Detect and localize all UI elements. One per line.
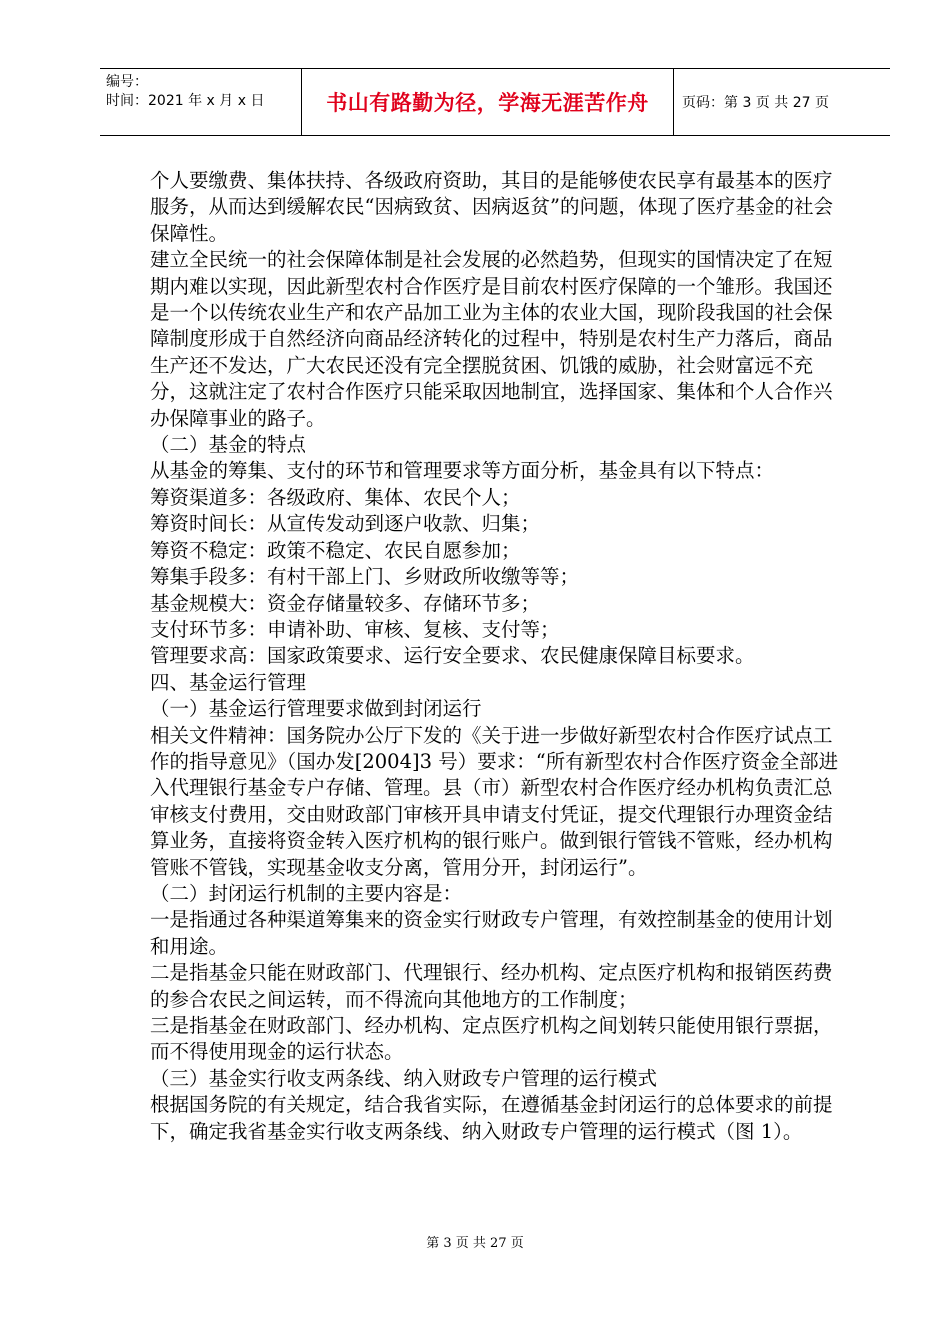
paragraph: 相关文件精神：国务院办公厅下发的《关于进一步做好新型农村合作医疗试点工作的指导意见》（国办发[2004]3 号）要求：“所有新型农村合作医疗资金全部进入代理银行基金专户存储、管理。县（市）新型农村合作医疗经办机构负责汇总审核支付费用，交由财政部门审核开具申请支付凭证，提交代理银行办理资金结算业务，直接将资金转入医疗机构的银行账户。做到银行管钱不管账，经办机构管账不管钱，实现基金收支分离，管用分开，封闭运行”。	[150, 723, 839, 879]
section-heading: （三）基金实行收支两条线、纳入财政专户管理的运行模式	[150, 1066, 658, 1090]
list-item: 筹资不稳定：政策不稳定、农民自愿参加；	[150, 538, 521, 562]
list-item: 筹资渠道多：各级政府、集体、农民个人；	[150, 485, 521, 509]
page-header	[100, 68, 890, 136]
motto: 书山有路勤为径，学海无涯苦作舟	[326, 91, 649, 115]
section-heading: （一）基金运行管理要求做到封闭运行	[150, 697, 482, 721]
list-item: 管理要求高：国家政策要求、运行安全要求、农民健康保障目标要求。	[150, 644, 755, 668]
header-motto-cell	[302, 69, 674, 135]
document-body	[150, 168, 850, 1145]
paragraph: 二是指基金只能在财政部门、代理银行、经办机构、定点医疗机构和报销医药费的参合农民之间运转，而不得流向其他地方的工作制度；	[150, 961, 833, 1011]
list-item: 支付环节多：申请补助、审核、复核、支付等；	[150, 617, 560, 641]
page-footer: 第 3 页 共 27 页	[426, 1236, 524, 1251]
chapter-heading: 四、基金运行管理	[150, 670, 307, 694]
paragraph: 从基金的筹集、支付的环节和管理要求等方面分析，基金具有以下特点：	[150, 459, 775, 483]
paragraph: 建立全民统一的社会保障体制是社会发展的必然趋势，但现实的国情决定了在短期内难以实现，因此新型农村合作医疗是目前农村医疗保障的一个雏形。我国还是一个以传统农业生产和农产品加工业为主体的农业大国，现阶段我国的社会保障制度形成于自然经济向商品经济转化的过程中，特别是农村生产力落后，商品生产还不发达，广大农民还没有完全摆脱贫困、饥饿的威胁，社会财富远不充分，这就注定了农村合作医疗只能采取因地制宜，选择国家、集体和个人合作兴办保障事业的路子。	[150, 248, 833, 430]
section-heading: （二）封闭运行机制的主要内容是：	[150, 881, 463, 905]
paragraph: 一是指通过各种渠道筹集来的资金实行财政专户管理，有效控制基金的使用计划和用途。	[150, 908, 833, 958]
paragraph: 三是指基金在财政部门、经办机构、定点医疗机构之间划转只能使用银行票据，而不得使用现金的运行状态。	[150, 1014, 833, 1064]
time-label: 时间：2021 年 x 月 x 日	[106, 93, 265, 109]
header-page-cell	[674, 69, 890, 135]
section-heading: （二）基金的特点	[150, 433, 307, 457]
header-meta	[100, 69, 302, 135]
paragraph: 个人要缴费、集体扶持、各级政府资助，其目的是能够使农民享有最基本的医疗服务，从而达到缓解农民“因病致贫、因病返贫”的问题，体现了医疗基金的社会保障性。	[150, 169, 833, 245]
list-item: 筹资时间长：从宣传发动到逐户收款、归集；	[150, 512, 541, 536]
paragraph: 根据国务院的有关规定，结合我省实际，在遵循基金封闭运行的总体要求的前提下，确定我省基金实行收支两条线、纳入财政专户管理的运行模式（图 1）。	[150, 1093, 833, 1143]
list-item: 筹集手段多：有村干部上门、乡财政所收缴等等；	[150, 565, 580, 589]
page-label: 页码：第 3 页 共 27 页	[682, 95, 829, 111]
list-item: 基金规模大：资金存储量较多、存储环节多；	[150, 591, 541, 615]
code-label: 编号：	[106, 74, 148, 90]
